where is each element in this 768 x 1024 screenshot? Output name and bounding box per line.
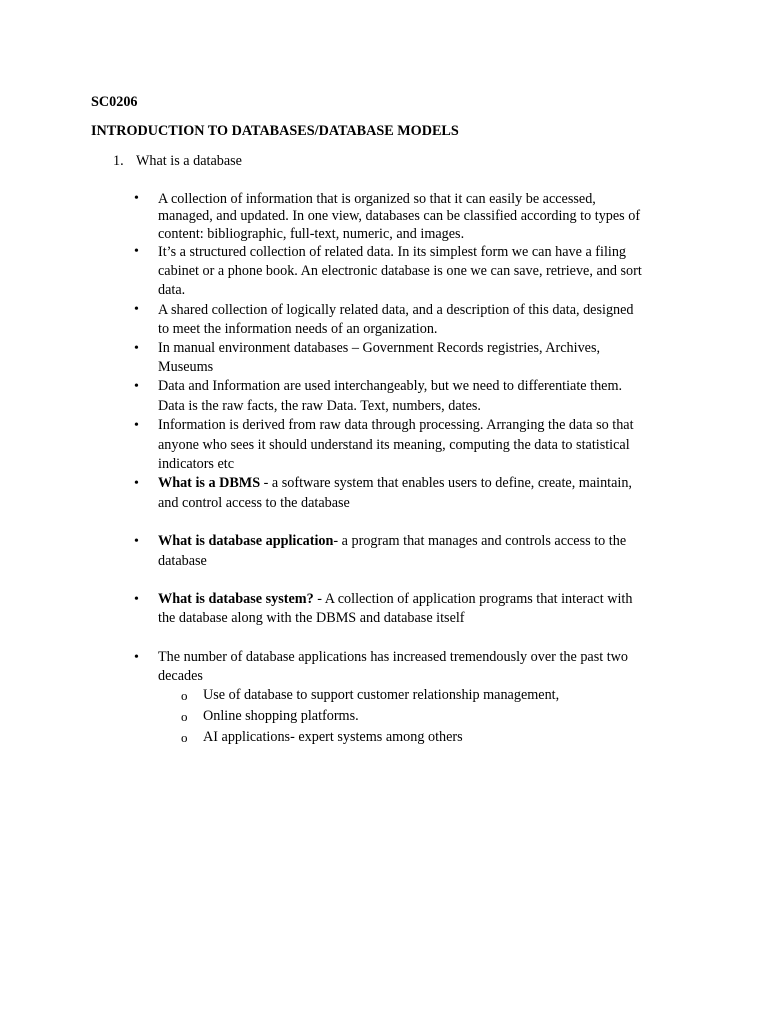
bullet-marker: •: [134, 418, 139, 433]
bullet-text-line: and control access to the database: [158, 495, 350, 511]
definition-text: - A collection of application programs that interact with: [313, 591, 633, 607]
bullet-text-line: Information is derived from raw data through processing. Arranging the data so that: [158, 417, 634, 433]
bullet-marker: •: [134, 379, 139, 394]
bullet-marker: •: [134, 244, 139, 259]
bullet-text-line: to meet the information needs of an organization.: [158, 321, 438, 337]
bullet-marker: •: [134, 191, 139, 206]
bullet-marker: •: [134, 341, 139, 356]
sub-bullet-text: Online shopping platforms.: [203, 708, 359, 724]
bullet-text-line: indicators etc: [158, 456, 235, 472]
bullet-marker: •: [134, 592, 139, 607]
bullet-text-line: In manual environment databases – Government Records registries, Archives,: [158, 340, 601, 356]
course-code: SC0206: [91, 94, 138, 110]
bullet-marker: •: [134, 476, 139, 491]
bullet-text-line: [158, 532, 626, 551]
bullet-text-line: A shared collection of logically related data, and a description of this data, designed: [158, 302, 634, 318]
bullet-text-line: data.: [158, 282, 186, 298]
term-database-system: What is database system?: [158, 591, 314, 607]
bullet-marker: •: [134, 534, 139, 549]
sub-bullet-marker: o: [181, 688, 188, 703]
bullet-text-line: The number of database applications has increased tremendously over the past two: [158, 649, 629, 665]
sub-bullet-marker: o: [181, 730, 188, 745]
bullet-text-line: database: [158, 553, 207, 569]
bullet-marker: •: [134, 650, 139, 665]
document-title: INTRODUCTION TO DATABASES/DATABASE MODELS: [91, 123, 459, 139]
bullet-text-line: Museums: [158, 359, 214, 375]
bullet-text-line: [158, 474, 632, 493]
bullet-text-line: decades: [158, 668, 203, 684]
bullet-text-line: Data is the raw facts, the raw Data. Text, numbers, dates.: [158, 398, 481, 414]
bullet-text-line: the database along with the DBMS and database itself: [158, 610, 465, 626]
term-database-application: What is database application: [158, 533, 334, 549]
bullet-text-line: managed, and updated. In one view, databases can be classified according to types of: [158, 208, 641, 224]
bullet-text-line: anyone who sees it should understand its meaning, computing the data to statistical: [158, 437, 630, 453]
bullet-text-line: cabinet or a phone book. An electronic database is one we can save, retrieve, and sort: [158, 263, 642, 279]
bullet-text-line: A collection of information that is organized so that it can easily be accessed,: [158, 191, 596, 207]
section-heading: What is a database: [136, 153, 242, 169]
sub-bullet-text: Use of database to support customer relationship management,: [203, 687, 560, 703]
term-dbms: What is a DBMS: [158, 475, 261, 491]
bullet-text-line: Data and Information are used interchangeably, but we need to differentiate them.: [158, 378, 623, 394]
bullet-text-line: content: bibliographic, full-text, numeric, and images.: [158, 226, 465, 242]
bullet-marker: •: [134, 302, 139, 317]
sub-bullet-text: AI applications- expert systems among others: [203, 729, 463, 745]
definition-text: - a program that manages and controls access to the: [333, 533, 627, 549]
definition-text: - a software system that enables users to define, create, maintain,: [260, 475, 632, 491]
section-number: 1.: [113, 153, 124, 169]
bullet-text-line: [158, 590, 632, 609]
bullet-text-line: It’s a structured collection of related data. In its simplest form we can have a filing: [158, 244, 627, 260]
sub-bullet-marker: o: [181, 709, 188, 724]
